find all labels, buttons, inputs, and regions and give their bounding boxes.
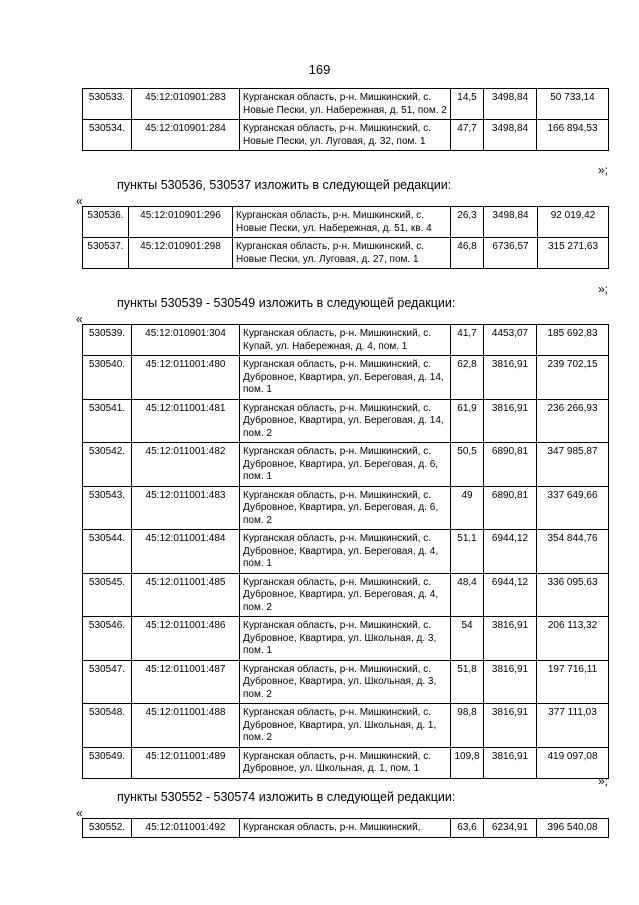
area-cell: 26,3 <box>451 207 484 238</box>
address-cell: Курганская область, р-н. Мишкинский, с. Новые Пески, ул. Набережная, д. 51, кв. 4 <box>233 207 451 238</box>
cadastral-number-cell: 45:12:011001:488 <box>132 704 240 748</box>
section-heading: пункты 530539 - 530549 изложить в следующей редакции: <box>117 296 456 310</box>
area-cell: 49 <box>451 486 484 530</box>
item-number-cell: 530544. <box>83 530 132 574</box>
area-cell: 63,6 <box>451 819 484 838</box>
area-cell: 61,9 <box>451 399 484 443</box>
table-row <box>83 207 609 238</box>
rate-cell: 3816,91 <box>484 356 537 400</box>
section-heading: пункты 530552 - 530574 изложить в следующей редакции: <box>117 790 456 804</box>
cadastral-number-cell: 45:12:011001:486 <box>132 617 240 661</box>
register-table-3 <box>82 324 609 779</box>
area-cell: 54 <box>451 617 484 661</box>
rate-cell: 3498,84 <box>484 89 537 120</box>
area-cell: 47,7 <box>451 120 484 151</box>
table-row <box>83 486 609 530</box>
rate-cell: 6736,57 <box>484 238 538 269</box>
address-cell: Курганская область, р-н. Мишкинский, с. Дубровное, Квартира, ул. Школьная, д. 3, пом. 1 <box>240 617 451 661</box>
item-number-cell: 530536. <box>83 207 129 238</box>
item-number-cell: 530546. <box>83 617 132 661</box>
item-number-cell: 530549. <box>83 747 132 778</box>
address-cell: Курганская область, р-н. Мишкинский, с. Дубровное, ул. Школьная, д. 1, пом. 1 <box>240 747 451 778</box>
cadastral-number-cell: 45:12:010901:296 <box>129 207 233 238</box>
closing-quote: »; <box>598 774 609 788</box>
cadastral-value-cell: 166 894,53 <box>537 120 609 151</box>
item-number-cell: 530542. <box>83 443 132 487</box>
item-number-cell: 530537. <box>83 238 129 269</box>
cadastral-value-cell: 396 540,08 <box>537 819 609 838</box>
cadastral-value-cell: 354 844,76 <box>537 530 609 574</box>
table-row <box>83 120 609 151</box>
table-row <box>83 573 609 617</box>
rate-cell: 3816,91 <box>484 660 537 704</box>
opening-quote: « <box>76 194 83 208</box>
rate-cell: 6944,12 <box>484 573 537 617</box>
address-cell: Курганская область, р-н. Мишкинский, с. Купай, ул. Набережная, д. 4, пом. 1 <box>240 325 451 356</box>
rate-cell: 3498,84 <box>484 120 537 151</box>
address-cell: Курганская область, р-н. Мишкинский, с. Дубровное, Квартира, ул. Береговая, д. 6, пом. 1 <box>240 443 451 487</box>
table-row <box>83 530 609 574</box>
rate-cell: 6944,12 <box>484 530 537 574</box>
cadastral-value-cell: 92 019,42 <box>538 207 609 238</box>
opening-quote: « <box>76 312 83 326</box>
rate-cell: 3816,91 <box>484 704 537 748</box>
address-cell: Курганская область, р-н. Мишкинский, с. Дубровное, Квартира, ул. Береговая, д. 4, пом. 1 <box>240 530 451 574</box>
table-row <box>83 89 609 120</box>
cadastral-number-cell: 45:12:011001:480 <box>132 356 240 400</box>
address-cell: Курганская область, р-н. Мишкинский, с. Дубровное, Квартира, ул. Береговая, д. 6, пом. 2 <box>240 486 451 530</box>
address-cell: Курганская область, р-н. Мишкинский, с. Новые Пески, ул. Набережная, д. 51, пом. 2 <box>240 89 451 120</box>
item-number-cell: 530540. <box>83 356 132 400</box>
item-number-cell: 530545. <box>83 573 132 617</box>
item-number-cell: 530548. <box>83 704 132 748</box>
cadastral-value-cell: 347 985,87 <box>537 443 609 487</box>
area-cell: 50,5 <box>451 443 484 487</box>
cadastral-number-cell: 45:12:011001:485 <box>132 573 240 617</box>
address-cell: Курганская область, р-н. Мишкинский, с. Дубровное, Квартира, ул. Школьная, д. 3, пом. 2 <box>240 660 451 704</box>
opening-quote: « <box>76 806 83 820</box>
area-cell: 62,8 <box>451 356 484 400</box>
rate-cell: 3816,91 <box>484 617 537 661</box>
closing-quote: »; <box>598 282 609 296</box>
rate-cell: 4453,07 <box>484 325 537 356</box>
area-cell: 14,5 <box>451 89 484 120</box>
page-number: 169 <box>308 62 331 77</box>
address-cell: Курганская область, р-н. Мишкинский, с. Дубровное, Квартира, ул. Школьная, д. 1, пом. 2 <box>240 704 451 748</box>
table-row <box>83 660 609 704</box>
item-number-cell: 530541. <box>83 399 132 443</box>
cadastral-value-cell: 337 649,66 <box>537 486 609 530</box>
cadastral-number-cell: 45:12:010901:298 <box>129 238 233 269</box>
item-number-cell: 530552. <box>83 819 132 838</box>
cadastral-value-cell: 239 702,15 <box>537 356 609 400</box>
cadastral-number-cell: 45:12:011001:492 <box>132 819 240 838</box>
cadastral-number-cell: 45:12:011001:482 <box>132 443 240 487</box>
cadastral-value-cell: 419 097,08 <box>537 747 609 778</box>
table-body <box>83 89 609 151</box>
address-cell: Курганская область, р-н. Мишкинский, с. Дубровное, Квартира, ул. Береговая, д. 14, пом. 1 <box>240 356 451 400</box>
area-cell: 109,8 <box>451 747 484 778</box>
cadastral-value-cell: 315 271,63 <box>538 238 609 269</box>
area-cell: 98,8 <box>451 704 484 748</box>
table-row <box>83 747 609 778</box>
cadastral-number-cell: 45:12:011001:487 <box>132 660 240 704</box>
register-table-1 <box>82 88 609 151</box>
address-cell: Курганская область, р-н. Мишкинский, с. Дубровное, Квартира, ул. Береговая, д. 4, пом. 2 <box>240 573 451 617</box>
table-row <box>83 399 609 443</box>
cadastral-number-cell: 45:12:011001:483 <box>132 486 240 530</box>
table-row <box>83 238 609 269</box>
item-number-cell: 530533. <box>83 89 132 120</box>
area-cell: 41,7 <box>451 325 484 356</box>
cadastral-value-cell: 236 266,93 <box>537 399 609 443</box>
rate-cell: 3816,91 <box>484 747 537 778</box>
cadastral-number-cell: 45:12:011001:481 <box>132 399 240 443</box>
cadastral-value-cell: 50 733,14 <box>537 89 609 120</box>
address-cell: Курганская область, р-н. Мишкинский, с. Новые Пески, ул. Луговая, д. 32, пом. 1 <box>240 120 451 151</box>
rate-cell: 6234,91 <box>484 819 537 838</box>
rate-cell: 6890,81 <box>484 486 537 530</box>
area-cell: 51,8 <box>451 660 484 704</box>
cadastral-number-cell: 45:12:011001:484 <box>132 530 240 574</box>
register-table-2 <box>82 206 609 269</box>
address-cell: Курганская область, р-н. Мишкинский, <box>240 819 451 838</box>
section-heading: пункты 530536, 530537 изложить в следующей редакции: <box>117 178 452 192</box>
area-cell: 51,1 <box>451 530 484 574</box>
cadastral-number-cell: 45:12:011001:489 <box>132 747 240 778</box>
cadastral-number-cell: 45:12:010901:283 <box>132 89 240 120</box>
table-row <box>83 617 609 661</box>
item-number-cell: 530547. <box>83 660 132 704</box>
rate-cell: 3816,91 <box>484 399 537 443</box>
cadastral-value-cell: 206 113,32 <box>537 617 609 661</box>
cadastral-value-cell: 377 111,03 <box>537 704 609 748</box>
rate-cell: 6890,81 <box>484 443 537 487</box>
item-number-cell: 530539. <box>83 325 132 356</box>
table-row <box>83 325 609 356</box>
address-cell: Курганская область, р-н. Мишкинский, с. Дубровное, Квартира, ул. Береговая, д. 14, пом. 2 <box>240 399 451 443</box>
table-row <box>83 819 609 838</box>
cadastral-number-cell: 45:12:010901:304 <box>132 325 240 356</box>
address-cell: Курганская область, р-н. Мишкинский, с. Новые Пески, ул. Луговая, д. 27, пом. 1 <box>233 238 451 269</box>
item-number-cell: 530543. <box>83 486 132 530</box>
register-table-4 <box>82 818 609 838</box>
table-row <box>83 356 609 400</box>
table-body <box>83 819 609 838</box>
rate-cell: 3498,84 <box>484 207 538 238</box>
cadastral-value-cell: 197 716,11 <box>537 660 609 704</box>
closing-quote: »; <box>598 163 609 177</box>
cadastral-value-cell: 336 095,63 <box>537 573 609 617</box>
table-body <box>83 207 609 269</box>
cadastral-number-cell: 45:12:010901:284 <box>132 120 240 151</box>
item-number-cell: 530534. <box>83 120 132 151</box>
area-cell: 48,4 <box>451 573 484 617</box>
cadastral-value-cell: 185 692,83 <box>537 325 609 356</box>
table-row <box>83 443 609 487</box>
area-cell: 46,8 <box>451 238 484 269</box>
table-row <box>83 704 609 748</box>
table-body <box>83 325 609 779</box>
